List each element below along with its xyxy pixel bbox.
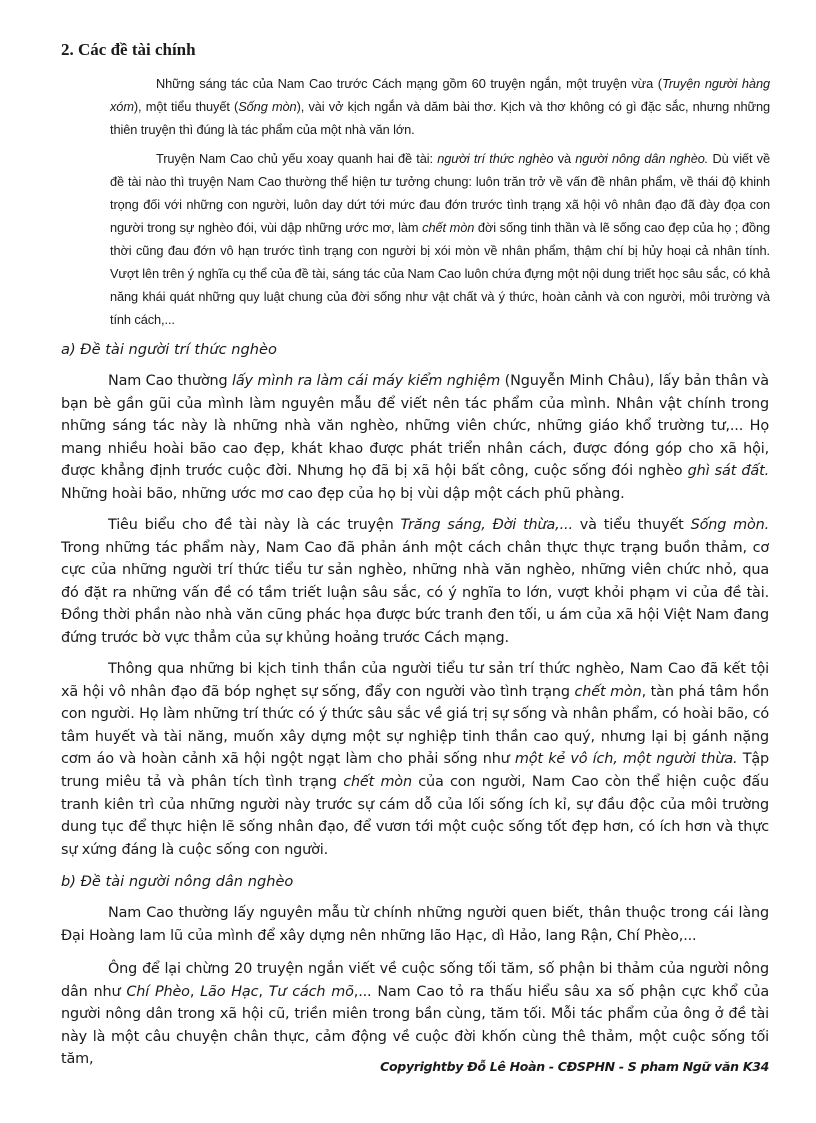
- text-run: Ông để lại chừng 20 truyện ngắn viết về cuộc sống tối tăm, số phận bi thảm của người nông dân như: [61, 961, 769, 1000]
- italic-run: người trí thức nghèo: [437, 151, 554, 166]
- text-run: (Nguyễn Minh Châu), lấy bản thân và bạn bè gần gũi của mình làm nguyên mẫu để viết nên tác phẩm của mình. Nhân vật chính trong những sáng tác này là những nhà văn nghèo, những viên chức, những giáo khổ trường tư,... Họ mang nhiều hoài bão cao đẹp, khát khao được phát triển nhân cách, được đóng góp cho xã hội, được khẳng định trước cuộc đời. Nhưng họ đã bị xã hội bất công, cuộc sống đói nghèo: [61, 373, 769, 480]
- text-run: ,: [189, 983, 201, 1000]
- italic-run: chết mòn: [343, 773, 412, 790]
- text-run: ), vài vở kịch ngắn và dăm bài thơ. Kịch và thơ không có gì đặc sắc, nhưng những thiên truyện thì đúng là tác phẩm của một nhà văn lớn.: [110, 99, 770, 137]
- paragraph-b-1: [61, 902, 769, 947]
- text-run: Nam Cao thường lấy nguyên mẫu từ chính những người quen biết, thân thuộc trong cái làng Đại Hoàng lam lũ của mình để xây dựng nên những lão Hạc, dì Hảo, lang Rận, Chí Phèo,...: [61, 905, 769, 944]
- subsection-title-a: a) Đề tài người trí thức nghèo: [61, 341, 277, 358]
- intro-paragraph-1: [110, 72, 770, 141]
- italic-run: chết mòn: [422, 220, 475, 235]
- text-run: ,: [258, 983, 269, 1000]
- italic-run: người nông dân nghèo.: [575, 151, 709, 166]
- text-run: Nam Cao thường: [108, 373, 232, 389]
- text-run: , tàn phá tâm hồn con người. Họ làm những trí thức có ý thức sâu sắc về giá trị sự sống và nhân phẩm, có hoài bão, có tâm huyết và tài năng, muốn xây dựng một sự nghiệp tinh thần cao quý, nhưng lại bị gánh nặng cơm áo và hoàn cảnh xã hội ngột ngạt làm cho phải sống như: [61, 683, 769, 768]
- italic-run: lấy mình ra làm cái máy kiểm nghiệm: [231, 373, 501, 389]
- text-run: Dù viết về đề tài nào thì truyện Nam Cao thường thể hiện tư tưởng chung: luôn trăn trở về vấn đề nhân phẩm, về thái độ khinh trọng đối với những con người, luôn day dứt tới mức đau đớn trước tình trạng xã hội vô nhân đạo đã đày đọa con người trong sự nghèo đói, vùi dập những ước mơ, làm: [110, 151, 770, 235]
- text-run: ), một tiểu thuyết (: [133, 99, 239, 114]
- paragraph-a-2: [61, 514, 769, 650]
- text-run: Những sáng tác của Nam Cao trước Cách mạng gồm 60 truyện ngắn, một truyện vừa (: [156, 76, 662, 91]
- italic-run: Lão Hạc: [200, 983, 259, 1000]
- text-run: Truyện Nam Cao chủ yếu xoay quanh hai đề tài:: [156, 151, 438, 166]
- intro-paragraph-2: [110, 147, 770, 331]
- text-run: Những hoài bão, những ước mơ cao đẹp của họ bị vùi dập một cách phũ phàng.: [61, 485, 625, 502]
- text-run: Trong những tác phẩm này, Nam Cao đã phản ánh một cách chân thực thực trạng buồn thảm, cơ cực của những người trí thức tiểu tư sản nghèo, những nhà văn nghèo, những viên chức nhỏ, qua đó đặt ra những vấn đề có tầm triết luận sâu sắc, có ý nghĩa to lớn, vượt khỏi phạm vi của đề tài. Đồng thời phần nào nhà văn cũng phác họa được bức tranh đen tối, u ám của xã hội Việt Nam đang đứng trước bờ vực thẳm của sự khủng hoảng trước Cách mạng.: [61, 539, 769, 646]
- section-heading: 2. Các đề tài chính: [61, 40, 196, 59]
- text-run: Thông qua những bi kịch tinh thần của người tiểu tư sản trí thức nghèo, Nam Cao đã kết tội xã hội vô nhân đạo đã bóp nghẹt sự sống, đẩy con người vào tình trạng: [61, 661, 769, 700]
- text-run: của con người, Nam Cao còn thể hiện cuộc đấu tranh kiên trì của những người này trước sự cám dỗ của lối sống ích kỉ, sự đầu độc của môi trường dung tục để thực hiện lẽ sống nhân đạo, để vươn tới một cuộc sống tốt đẹp hơn, có ích hơn và thực sự xứng đáng là cuộc sống con người.: [61, 773, 769, 858]
- italic-run: một kẻ vô ích, một người thừa.: [514, 751, 738, 768]
- italic-run: Tư cách mõ: [268, 983, 354, 1000]
- paragraph-a-1: [61, 370, 769, 506]
- italic-run: Trăng sáng, Đời thừa,...: [400, 517, 573, 533]
- italic-run: Sống mòn: [238, 99, 297, 114]
- italic-run: Sống mòn.: [690, 517, 770, 533]
- text-run: Tiêu biểu cho đề tài này là các truyện: [108, 517, 401, 533]
- italic-run: Chí Phèo: [126, 983, 190, 1000]
- copyright-footer: Copyrightby Đỗ Lê Hoàn - CĐSPHN - S pham Ngữ văn K34: [380, 1059, 769, 1074]
- text-run: Tập trung miêu tả và phân tích tình trạng: [61, 751, 770, 790]
- subsection-title-b: b) Đề tài người nông dân nghèo: [61, 873, 294, 890]
- italic-run: Truyện người hàng xóm: [110, 76, 770, 114]
- text-run: ,... Nam Cao tỏ ra thấu hiểu sâu xa số phận cực khổ của người nông dân trong xã hội cũ, triền miên trong bần cùng, tăm tối. Mỗi tác phẩm của ông ở đề tài này là một câu chuyện chân thực, cảm động về cuộc đời khốn cùng thê thảm, một cuộc sống tối tăm,: [61, 983, 770, 1068]
- italic-run: ghì sát đất.: [687, 463, 769, 480]
- text-run: và tiểu thuyết: [572, 517, 691, 533]
- text-run: và: [553, 151, 576, 166]
- italic-run: chết mòn: [574, 683, 642, 700]
- paragraph-a-3: [61, 658, 769, 861]
- text-run: đời sống tinh thần và lẽ sống cao đẹp của họ ; đồng thời cũng đau đớn vô hạn trước tình trạng con người bị xói mòn về nhân phẩm, thậm chí bị hủy hoại cả nhân tính. Vượt lên trên ý nghĩa cụ thể của đề tài, sáng tác của Nam Cao luôn chứa đựng một nội dung triết học sâu sắc, có khả năng khái quát những quy luật chung của đời sống như vật chất và ý thức, hoàn cảnh và con người, môi trường và tính cách,...: [110, 220, 771, 327]
- paragraph-b-2: [61, 958, 769, 1071]
